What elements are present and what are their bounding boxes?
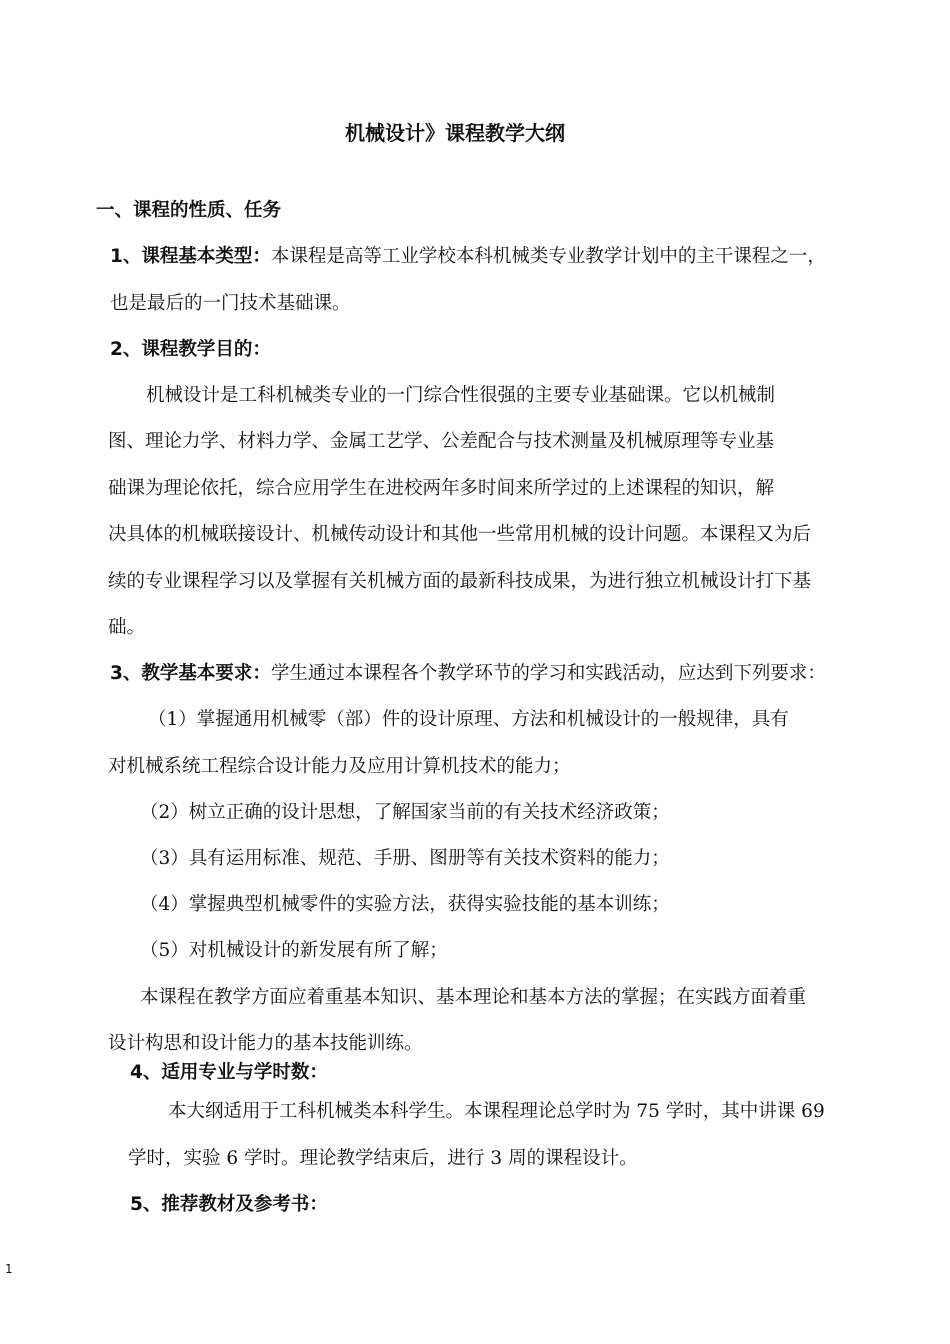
item2-label: 2、课程教学目的： bbox=[110, 339, 271, 360]
requirement-5: （5）对机械设计的新发展有所了解； bbox=[140, 940, 448, 961]
item1-label: 1、课程基本类型： bbox=[110, 246, 271, 267]
requirement-3: （3）具有运用标准、规范、手册、图册等有关技术资料的能力； bbox=[140, 848, 670, 869]
page-number: 1 bbox=[5, 1262, 13, 1276]
requirement-1-line1: （1）掌握通用机械零（部）件的设计原理、方法和机械设计的一般规律，具有 bbox=[148, 709, 789, 730]
item5-label: 5、推荐教材及参考书： bbox=[130, 1194, 328, 1215]
requirement-4: （4）掌握典型机械零件的实验方法，获得实验技能的基本训练； bbox=[140, 894, 670, 915]
item4-line1: 本大纲适用于工科机械类本科学生。本课程理论总学时为 75 学时，其中讲课 69 bbox=[168, 1101, 825, 1122]
item4-label: 4、适用专业与学时数： bbox=[130, 1062, 328, 1083]
summary-line2: 设计构思和设计能力的基本技能训练。 bbox=[108, 1033, 423, 1054]
item3-label: 3、教学基本要求： bbox=[110, 663, 271, 684]
paragraph-line: 础课为理论依托，综合应用学生在进校两年多时间来所学过的上述课程的知识，解 bbox=[108, 478, 775, 499]
item1-line1 bbox=[110, 245, 826, 269]
page-title: 机械设计》课程教学大纲 bbox=[345, 121, 565, 145]
item4-line2: 学时，实验 6 学时。理论教学结束后，进行 3 周的课程设计。 bbox=[128, 1148, 638, 1169]
summary-line1: 本课程在教学方面应着重基本知识、基本理论和基本方法的掌握；在实践方面着重 bbox=[140, 987, 807, 1008]
item1-text: 本课程是高等工业学校本科机械类专业教学计划中的主干课程之一， bbox=[270, 246, 826, 267]
item3-text: 学生通过本课程各个教学环节的学习和实践活动，应达到下列要求： bbox=[270, 663, 826, 684]
item3-line1 bbox=[110, 662, 826, 686]
paragraph-line: 决具体的机械联接设计、机械传动设计和其他一些常用机械的设计问题。本课程又为后 bbox=[108, 524, 812, 545]
paragraph-line: 础。 bbox=[108, 617, 146, 638]
paragraph-line: 续的专业课程学习以及掌握有关机械方面的最新科技成果，为进行独立机械设计打下基 bbox=[108, 571, 812, 592]
item1-line2: 也是最后的一门技术基础课。 bbox=[110, 293, 351, 314]
requirement-2: （2）树立正确的设计思想，了解国家当前的有关技术经济政策； bbox=[140, 802, 670, 823]
paragraph-line: 图、理论力学、材料力学、金属工艺学、公差配合与技术测量及机械原理等专业基 bbox=[108, 431, 775, 452]
section-heading: 一、课程的性质、任务 bbox=[96, 200, 282, 221]
requirement-1-line2: 对机械系统工程综合设计能力及应用计算机技术的能力； bbox=[108, 756, 571, 777]
paragraph-line: 机械设计是工科机械类专业的一门综合性很强的主要专业基础课。它以机械制 bbox=[146, 385, 776, 406]
